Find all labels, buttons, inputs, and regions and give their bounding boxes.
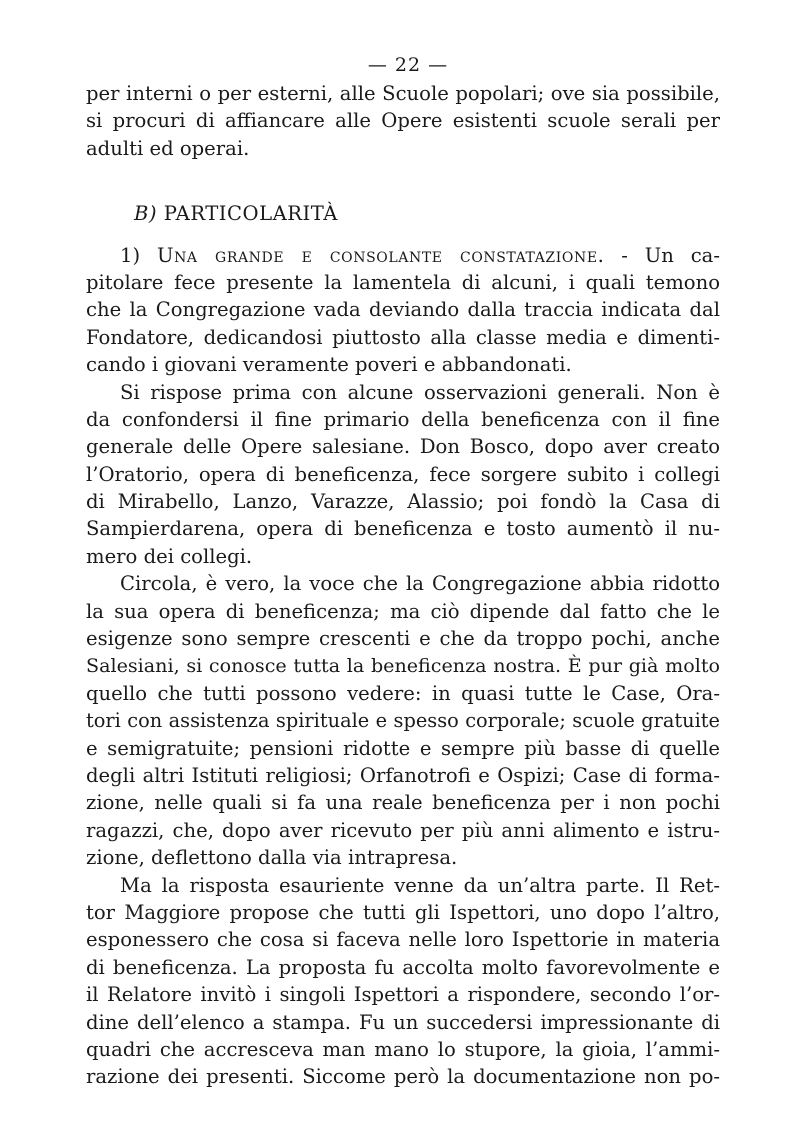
- page-number: — 22 —: [367, 54, 449, 76]
- item-1-first-line: [86, 242, 720, 269]
- text-line: esponessero che cosa si faceva nelle loro Ispettorie in materia: [86, 928, 720, 952]
- text-line: Fondatore, dedicandosi piuttosto alla classe media e dimenti-: [86, 325, 720, 349]
- paragraph-3: [86, 570, 720, 871]
- section-title: PARTICOLARITÀ: [163, 202, 338, 226]
- text-line: quello che tutti possono vedere: in quasi tutte le Case, Ora-: [86, 681, 720, 705]
- text-line: quadri che accresceva man mano lo stupore, la gioia, l’ammi-: [86, 1037, 720, 1061]
- page: [86, 50, 720, 1091]
- text-line: degli altri Istituti religiosi; Orfanotrofi e Ospizi; Case di forma-: [86, 763, 720, 787]
- text-line: esigenze sono sempre crescenti e che da troppo pochi, anche: [86, 627, 720, 651]
- text-line: l’Oratorio, opera di beneficenza, fece sorgere subito i collegi: [86, 462, 720, 486]
- text-line: e semigratuite; pensioni ridotte e sempre più basse di quelle: [86, 736, 720, 760]
- text-line: mero dei collegi.: [86, 544, 253, 568]
- paragraph-4: [86, 872, 720, 1091]
- text-line: di beneficenza. La proposta fu accolta molto favorevolmente e: [86, 955, 720, 979]
- text-line: da confondersi il fine primario della beneficenza con il fine: [86, 407, 720, 431]
- text-line: zione, deflettono dalla via intrapresa.: [86, 846, 458, 870]
- text-line: per interni o per esterni, alle Scuole popolari; ove sia possibile,: [86, 82, 720, 105]
- text-line: la sua opera di beneficenza; ma ciò dipende dal fatto che le: [86, 599, 720, 623]
- section-letter: B): [134, 202, 158, 226]
- text-line: Si rispose prima con alcune osservazioni generali. Non è: [120, 380, 720, 404]
- text-line: il Relatore invitò i singoli Ispettori a rispondere, secondo l’or-: [86, 983, 720, 1007]
- text-line: che la Congregazione vada deviando dalla traccia indicata dal: [86, 298, 720, 322]
- text-line: di Mirabello, Lanzo, Varazze, Alassio; poi fondò la Casa di: [86, 490, 720, 514]
- text-line: pitolare fece presente la lamentela di alcuni, i quali temono: [86, 270, 720, 294]
- item-number: 1): [120, 243, 141, 267]
- text-line: cando i giovani veramente poveri e abbandonati.: [86, 353, 572, 377]
- section-heading: [86, 200, 720, 227]
- item-first-line-rest: - Un ca-: [621, 243, 720, 267]
- text-line: Sampierdarena, opera di beneficenza e tosto aumentò il nu-: [86, 517, 720, 541]
- text-line: dine dell’elenco a stampa. Fu un succedersi impressionante di: [86, 1010, 720, 1034]
- text-line: adulti ed operai.: [86, 136, 250, 160]
- text-line: zione, nelle quali si fa una reale beneficenza per i non pochi: [86, 791, 720, 815]
- item-1-paragraph: [86, 242, 720, 379]
- paragraph-2: [86, 379, 720, 571]
- text-line: Ma la risposta esauriente venne da un’altra parte. Il Ret-: [120, 873, 720, 897]
- text-line: generale delle Opere salesiane. Don Bosco, dopo aver creato: [86, 435, 720, 459]
- text-line: ragazzi, che, dopo aver ricevuto per più anni alimento e istru-: [86, 818, 720, 842]
- text-line: razione dei presenti. Siccome però la documentazione non po-: [86, 1065, 720, 1089]
- item-heading: Una grande e consolante constatazione.: [156, 243, 605, 267]
- intro-paragraph: [86, 80, 720, 162]
- text-line: Salesiani, si conosce tutta la beneficenza nostra. È pur già molto: [86, 654, 720, 678]
- text-line: tor Maggiore propose che tutti gli Ispettori, uno dopo l’altro,: [86, 900, 720, 924]
- text-line: tori con assistenza spirituale e spesso corporale; scuole gratuite: [86, 709, 720, 733]
- text-line: si procuri di affiancare alle Opere esistenti scuole serali per: [86, 109, 720, 133]
- text-line: Circola, è vero, la voce che la Congregazione abbia ridotto: [120, 572, 720, 596]
